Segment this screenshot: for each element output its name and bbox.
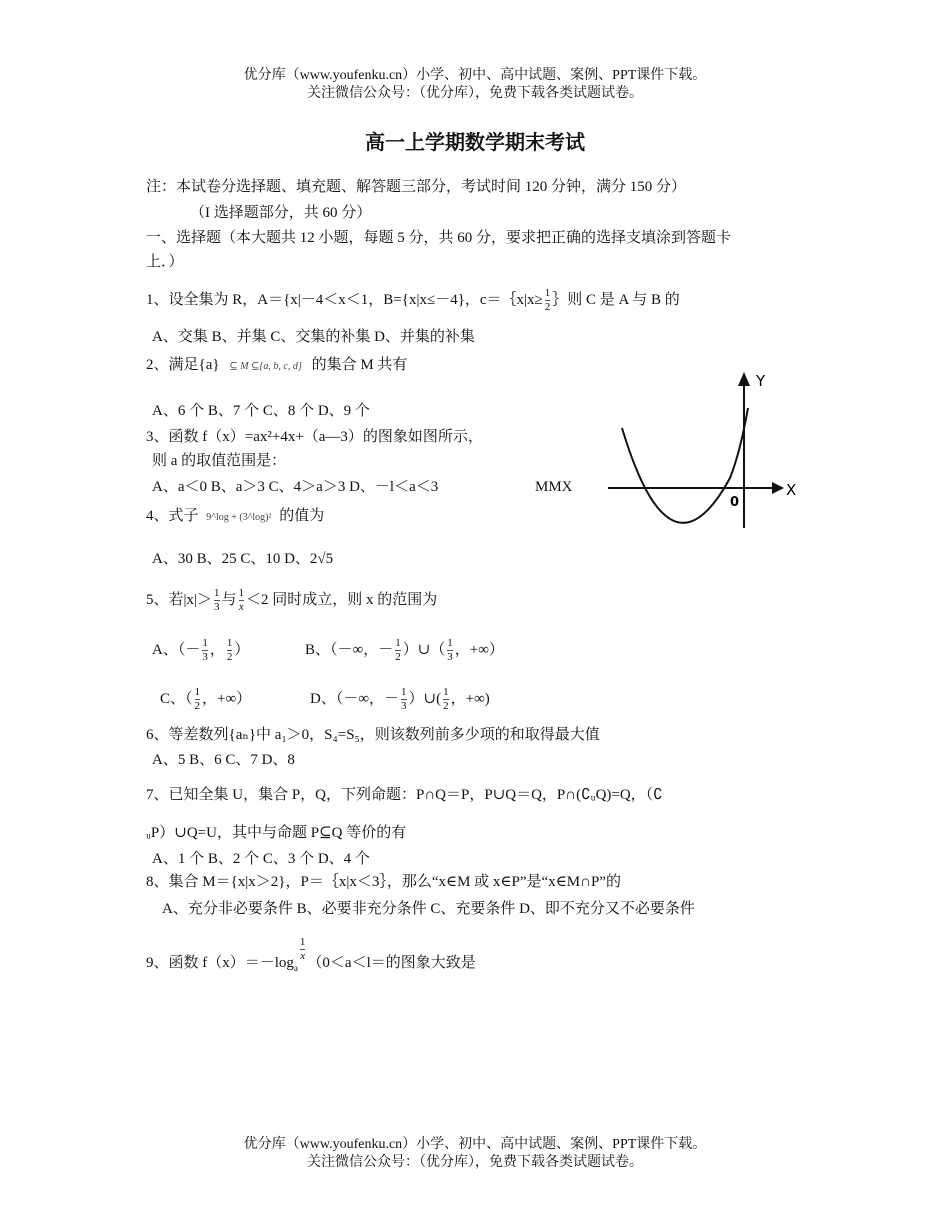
q5-option-b: B、（－∞，－ $\frac{1}{2}$ ）∪（ $\frac{1}{3}$ ，+∞） — [305, 637, 504, 663]
question-1 — [146, 287, 680, 314]
q9-fraction: $\frac{1}{x}$ — [299, 936, 306, 962]
q1-text-pre: 1、设全集为 R，A＝{x|－4＜x＜1，B={x|x≤－4}，c＝｛x|x≥ — [146, 291, 543, 308]
q4-text-post: 的值为 — [279, 508, 325, 524]
question-6: 6、等差数列{aₙ}中 a₁＞0，S₄=S₅，则该数列前多少项的和取得最大值 — [146, 727, 600, 743]
q4-options: A、30 B、25 C、10 D、2√5 — [152, 551, 334, 567]
question-7-b: ᵤP）∪Q=U，其中与命题 P⊆Q 等价的有 — [146, 825, 407, 841]
q5-option-c: C、（ $\frac{1}{2}$ ，+∞） — [160, 686, 252, 712]
origin-label: 0 — [730, 495, 740, 510]
q3-options: A、a＜0 B、a＞3 C、4＞a＞3 D、－l＜a＜3 — [152, 479, 439, 495]
q1-fraction: $\frac{1}{2}$ — [544, 287, 551, 313]
footer-line-1: 优分库（www.youfenku.cn）小学、初中、高中试题、案例、PPT课件下载。 — [243, 1137, 707, 1152]
y-axis-arrow-icon — [738, 372, 750, 386]
header-line-2: 关注微信公众号：（优分库），免费下载各类试题试卷。 — [307, 86, 643, 101]
q5-fraction-2: $\frac{1}{x}$ — [238, 587, 245, 613]
q7-options: A、1 个 B、2 个 C、3 个 D、4 个 — [152, 851, 370, 867]
header-line-1: 优分库（www.youfenku.cn）小学、初中、高中试题、案例、PPT课件下载。 — [243, 68, 707, 83]
q8-options: A、充分非必要条件 B、必要非充分条件 C、充要条件 D、即不充分又不必要条件 — [162, 901, 695, 917]
q2-text-post: 的集合 M 共有 — [311, 357, 408, 373]
page-title: 高一上学期数学期末考试 — [365, 132, 585, 154]
footer-line-2: 关注微信公众号：（优分库），免费下载各类试题试卷。 — [307, 1155, 643, 1170]
y-axis-label: Y — [756, 372, 766, 390]
q6-options: A、5 B、6 C、7 D、8 — [152, 752, 295, 768]
q2-options: A、6 个 B、7 个 C、8 个 D、9 个 — [152, 403, 370, 419]
q1-text-post: ｝则 C 是 A 与 B 的 — [552, 291, 680, 308]
q2-set-expression: ⊆ M ⊆{a, b, c, d} — [229, 361, 302, 372]
question-9: 9、函数 $f(x)=-\log_a$ $\frac{1}{x}$ （0＜a＜l＝的图象大致是 — [146, 936, 476, 973]
q3-tag: MMX — [535, 479, 573, 495]
q4-text-pre: 4、式子 — [146, 508, 199, 524]
q4-expression: 9^log + (3^log)² — [206, 512, 272, 523]
question-3: 3、函数 f（x）=ax²+4x+（a—3）的图象如图所示， — [146, 429, 483, 445]
q5-fraction-1: $\frac{1}{3}$ — [214, 587, 220, 613]
section1-heading-cont: 上．） — [146, 254, 184, 270]
q2-text-pre: 2、满足{a} — [146, 357, 220, 373]
question-5: 5、若|x|＞ $\frac{1}{3}$ 与 $\frac{1}{x}$ ＜2 同时成立，则 x 的范围为 — [146, 587, 438, 613]
question-7: 7、已知全集 U，集合 P，Q，下列命题：P∩Q＝P，P∪Q＝Q，P∩(∁ᵤQ)=Q，（∁ — [146, 787, 663, 803]
question-4 — [146, 507, 324, 527]
part1-heading: （I 选择题部分，共 60 分） — [190, 205, 372, 221]
q1-options: A、交集 B、并集 C、交集的补集 D、并集的补集 — [152, 329, 475, 345]
question-3-b: 则 a 的取值范围是： — [152, 453, 287, 469]
parabola-graph — [600, 368, 800, 538]
q5-option-d: D、（－∞，－ $\frac{1}{3}$ ）∪( $\frac{1}{2}$ ，+∞) — [310, 686, 490, 712]
question-8: 8、集合 M＝{x|x＞2}，P＝｛x|x＜3｝，那么“x∈M 或 x∈P”是“x∈M∩P”的 — [146, 874, 621, 890]
q5-option-a: A、（－ $\frac{1}{3}$ ， $\frac{1}{2}$ ） — [152, 637, 250, 663]
question-2 — [146, 356, 407, 376]
exam-note: 注：本试卷分选择题、填充题、解答题三部分，考试时间 120 分钟，满分 150 分） — [146, 179, 687, 195]
x-axis-arrow-icon — [772, 482, 784, 494]
section1-heading: 一、选择题（本大题共 12 小题，每题 5 分，共 60 分，要求把正确的选择支填涂到答题卡 — [146, 230, 732, 246]
x-axis-label: X — [786, 481, 797, 499]
